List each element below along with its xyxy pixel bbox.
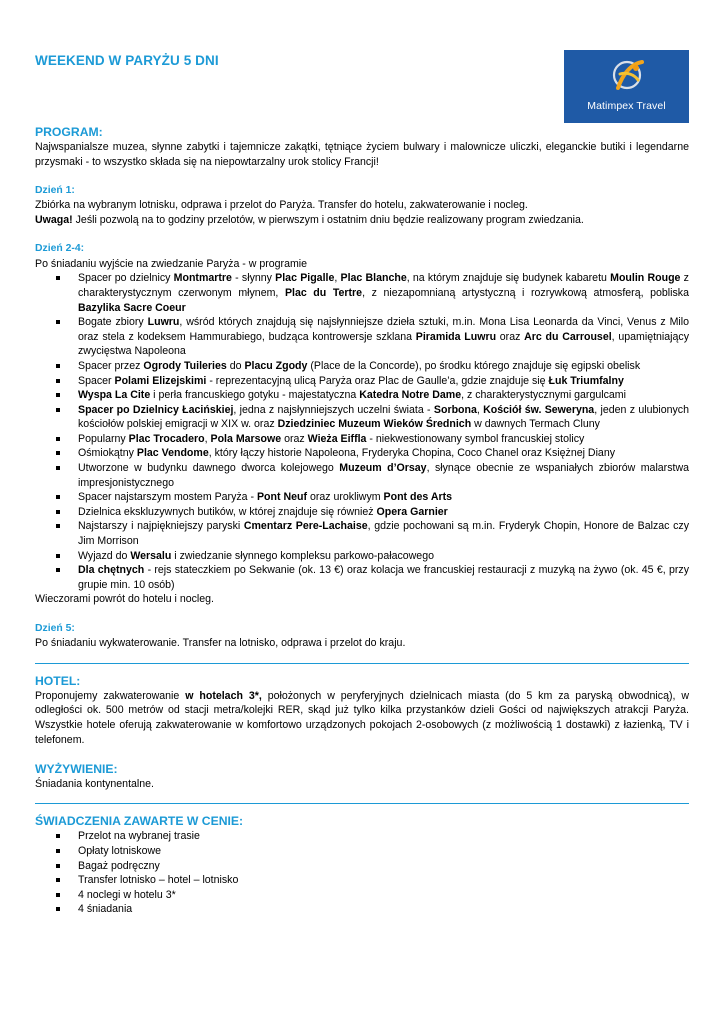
text-run: oraz [281, 432, 308, 445]
included-list-item [35, 888, 689, 903]
company-logo [564, 50, 689, 123]
included-list [35, 829, 689, 917]
bold-text: Spacer po Dzielnicy Łacińskiej [78, 403, 234, 416]
program-list-item [35, 271, 689, 315]
program-list-item [35, 432, 689, 447]
included-item-label: Transfer lotnisko – hotel – lotnisko [78, 874, 239, 887]
logo-emblem-icon [564, 50, 689, 106]
bold-text: Wersalu [130, 549, 172, 562]
bold-text: Kościół św. Seweryna [483, 403, 595, 416]
page-title: WEEKEND W PARYŻU 5 DNI [35, 53, 219, 68]
bullet-icon [56, 510, 60, 514]
bold-text: Plac du Tertre [284, 286, 363, 299]
text-run: Spacer [78, 374, 115, 387]
program-list-item [35, 315, 689, 359]
bold-text: Plac Trocadero [128, 432, 205, 445]
text-run: - rejs stateczkiem po Sekwanie (ok. 13 €) oraz kolacja we francuskiej restauracji z muzyką na żywo (ok. 45 €, przy grupie min. 10 osób) [78, 564, 689, 591]
bullet-icon [56, 907, 60, 911]
bullet-icon [56, 437, 60, 441]
bullet-icon [56, 834, 60, 838]
text-run: w dawnych Termach Cluny [471, 418, 600, 431]
included-list-item [35, 844, 689, 859]
bold-text: Łuk Triumfalny [548, 374, 624, 387]
bullet-icon [56, 864, 60, 868]
program-list-item [35, 359, 689, 374]
bullet-icon [56, 878, 60, 882]
day24-heading: Dzień 2-4: [35, 243, 85, 255]
bullet-icon [56, 276, 60, 280]
included-item-label: Przelot na wybranej trasie [78, 830, 200, 843]
included-list-item [35, 859, 689, 874]
bullet-icon [56, 379, 60, 383]
text-run: Wyjazd do [78, 549, 131, 562]
bold-text: Piramida Luwru [415, 330, 497, 343]
text-run: Ośmiokątny [78, 447, 137, 460]
included-heading: ŚWIADCZENIA ZAWARTE W CENIE: [35, 814, 244, 829]
text-run: , który łączy historie Napoleona, Fryderyka Chopina, Coco Chanel oraz Księżnej Diany [208, 447, 616, 460]
bold-text: Plac Vendome [136, 447, 209, 460]
bullet-icon [56, 554, 60, 558]
included-list-item [35, 829, 689, 844]
included-list-item [35, 902, 689, 917]
program-list [35, 271, 689, 592]
bold-text: Moulin Rouge [610, 272, 681, 285]
section-divider [35, 803, 689, 804]
document-body [35, 125, 689, 917]
text-run: Dzielnica ekskluzywnych butików, w której znajduje się również [78, 505, 377, 518]
bold-text: Luwru [147, 316, 180, 329]
day24-intro: Po śniadaniu wyjście na zwiedzanie Paryża - w programie [35, 257, 308, 270]
bold-text: Montmartre [173, 272, 232, 285]
text-run: oraz urokliwym [307, 491, 384, 504]
bold-text: Cmentarz Pere-Lachaise [243, 520, 368, 533]
program-list-item [35, 490, 689, 505]
text-run: Bogate zbiory [78, 316, 148, 329]
bold-text: Opera Garnier [376, 505, 448, 518]
bold-text: Placu Zgody [244, 359, 308, 372]
bullet-icon [56, 393, 60, 397]
program-list-item [35, 461, 689, 490]
text-run: , z niezapomnianą artystyczną i rozrywkową atmosferą, pobliska [362, 286, 689, 299]
section-divider [35, 663, 689, 664]
day1-note-text: Jeśli pozwolą na to godziny przelotów, w pierwszym i ostatnim dniu będzie realizowany program zwiedzania. [72, 213, 584, 226]
text-run: i zwiedzanie słynnego kompleksu parkowo-pałacowego [171, 549, 434, 562]
bold-text: Ogrody Tuileries [143, 359, 227, 372]
text-run: , jeden z ulubionych kościołów polskiej emigracji w XIX w. oraz [78, 403, 689, 431]
program-list-item [35, 446, 689, 461]
text-run: Popularny [78, 432, 129, 445]
text-run: Utworzone w budynku dawnego dworca kolejowego [78, 462, 340, 475]
text-run: , słynące obecnie ze wspaniałych zbiorów malarstwa impresjonistycznego [78, 462, 689, 489]
program-list-item [35, 519, 689, 548]
text-run: , [204, 432, 211, 445]
bold-text: Pont Neuf [256, 491, 307, 504]
included-item-label: 4 noclegi w hotelu 3* [78, 888, 176, 901]
bold-text: Katedra Notre Dame [359, 389, 462, 402]
program-intro: Najwspanialsze muzea, słynne zabytki i tajemnicze zakątki, tętniące życiem bulwary i malownicze uliczki, eleganckie butiki i legendarne przysmaki - to wszystko składa się na niepowtarzalny urok stolicy Francji! [35, 141, 689, 168]
text-run: z charakterystycznym czerwonym młynem, [78, 272, 689, 299]
text-run: , jedna z najsłynniejszych uczelni świata - [233, 403, 434, 416]
text-run: (Place de la Concorde), po środku którego znajduje się egipski obelisk [307, 359, 641, 372]
bold-text: Polami Elizejskimi [114, 374, 207, 387]
text-run: Spacer po dzielnicy [78, 272, 174, 285]
bullet-icon [56, 364, 60, 368]
text-run: , [476, 403, 484, 416]
included-item-label: Bagaż podręczny [78, 859, 160, 872]
text-run: oraz [496, 330, 525, 343]
hotel-heading: HOTEL: [35, 673, 81, 688]
day1-heading: Dzień 1: [35, 184, 75, 196]
text-run: Spacer najstarszym mostem Paryża - [78, 491, 257, 504]
bullet-icon [56, 524, 60, 528]
bullet-icon [56, 451, 60, 455]
bullet-icon [56, 495, 60, 499]
bullet-icon [56, 568, 60, 572]
bold-text: Dla chętnych [78, 564, 145, 577]
included-item-label: 4 śniadania [78, 903, 133, 916]
bold-text: Plac Blanche [340, 272, 407, 285]
program-list-item [35, 505, 689, 520]
program-list-item [35, 549, 689, 564]
program-heading: PROGRAM: [35, 125, 103, 139]
program-list-item [35, 388, 689, 403]
day5-heading: Dzień 5: [35, 622, 75, 634]
bold-text: Dziedziniec Muzeum Wieków Średnich [277, 418, 472, 431]
bullet-icon [56, 466, 60, 470]
bold-text: Plac Pigalle [275, 272, 335, 285]
hotel-text [35, 689, 689, 747]
text-run: , [334, 272, 341, 285]
text-run: Spacer przez [78, 359, 144, 372]
day1-note-label: Uwaga! [35, 213, 73, 226]
text-run: , gdzie pochowani są m.in. Fryderyk Chopin, Honore de Balzac czy Jim Morrison [78, 520, 689, 548]
day1-note [35, 213, 689, 228]
day24-outro: Wieczorami powrót do hotelu i nocleg. [35, 593, 215, 606]
text-run: - słynny [231, 272, 276, 285]
text-run: , na którym znajduje się budynek kabaretu [406, 272, 611, 285]
text-run: , wśród których znajdują się najsłynniejsze dzieła sztuki, m.in. Mona Lisa Leonarda da Vinci, Venus z Milo oraz stela z kodeksem Hammurabiego, budząca kontrowersje szklana [78, 316, 689, 343]
text-run: Najstarszy i najpiękniejszy paryski [78, 520, 244, 533]
meals-heading: WYŻYWIENIE: [35, 761, 118, 776]
text-run: położonych w peryferyjnych dzielnicach miasta (do 5 km za paryską obwodnicą), w odległości ok. 500 metrów od stacji metra/kolejki RER, skąd już tylko kilka przystanków dzieli Gości od największych atrakcji Paryża. Wszystkie hotele oferują zakwaterowanie w komfortowo urządzonych pokojach 2-osobowych (z możliwością 1 dostawki) z łazienką, TV i telefonem. [35, 689, 689, 746]
bullet-icon [56, 849, 60, 853]
program-list-item [35, 403, 689, 432]
text-run: do [226, 359, 245, 372]
program-list-item [35, 563, 689, 592]
text-run: - niekwestionowany symbol francuskiej stolicy [366, 432, 585, 445]
text-run: - reprezentacyjną ulicą Paryża oraz Plac de Gaulle’a, gdzie znajduje się [206, 374, 549, 387]
text-run: , z charakterystycznymi gargulcami [461, 389, 626, 402]
included-list-item [35, 873, 689, 888]
text-run: i perła francuskiego gotyku - majestatyczna [150, 389, 360, 402]
bullet-icon [56, 893, 60, 897]
text-run: Proponujemy zakwaterowanie [35, 689, 186, 702]
bold-text: Sorbona [433, 403, 477, 416]
program-list-item [35, 374, 689, 389]
day1-text: Zbiórka na wybranym lotnisku, odprawa i przelot do Paryża. Transfer do hotelu, zakwaterowanie i nocleg. [35, 199, 528, 212]
bullet-icon [56, 408, 60, 412]
bold-text: Wieża Eiffla [307, 432, 367, 445]
text-run: , upamiętniający zwycięstwa Napoleona [78, 330, 690, 358]
bold-text: Bazylika Sacre Coeur [78, 301, 186, 314]
bullet-icon [56, 320, 60, 324]
bold-text: Wyspa La Cite [78, 389, 151, 402]
bold-text: Muzeum d’Orsay [339, 462, 427, 475]
included-item-label: Opłaty lotniskowe [78, 844, 162, 857]
logo-text: Matimpex Travel [587, 100, 666, 113]
day5-text: Po śniadaniu wykwaterowanie. Transfer na lotnisko, odprawa i przelot do kraju. [35, 637, 406, 650]
bold-text: Pola Marsowe [210, 432, 282, 445]
bold-text: Arc du Carrousel [524, 330, 612, 343]
bold-text: Pont des Arts [383, 491, 453, 504]
meals-text: Śniadania kontynentalne. [35, 777, 154, 790]
bold-text: w hotelach 3*, [185, 689, 262, 702]
